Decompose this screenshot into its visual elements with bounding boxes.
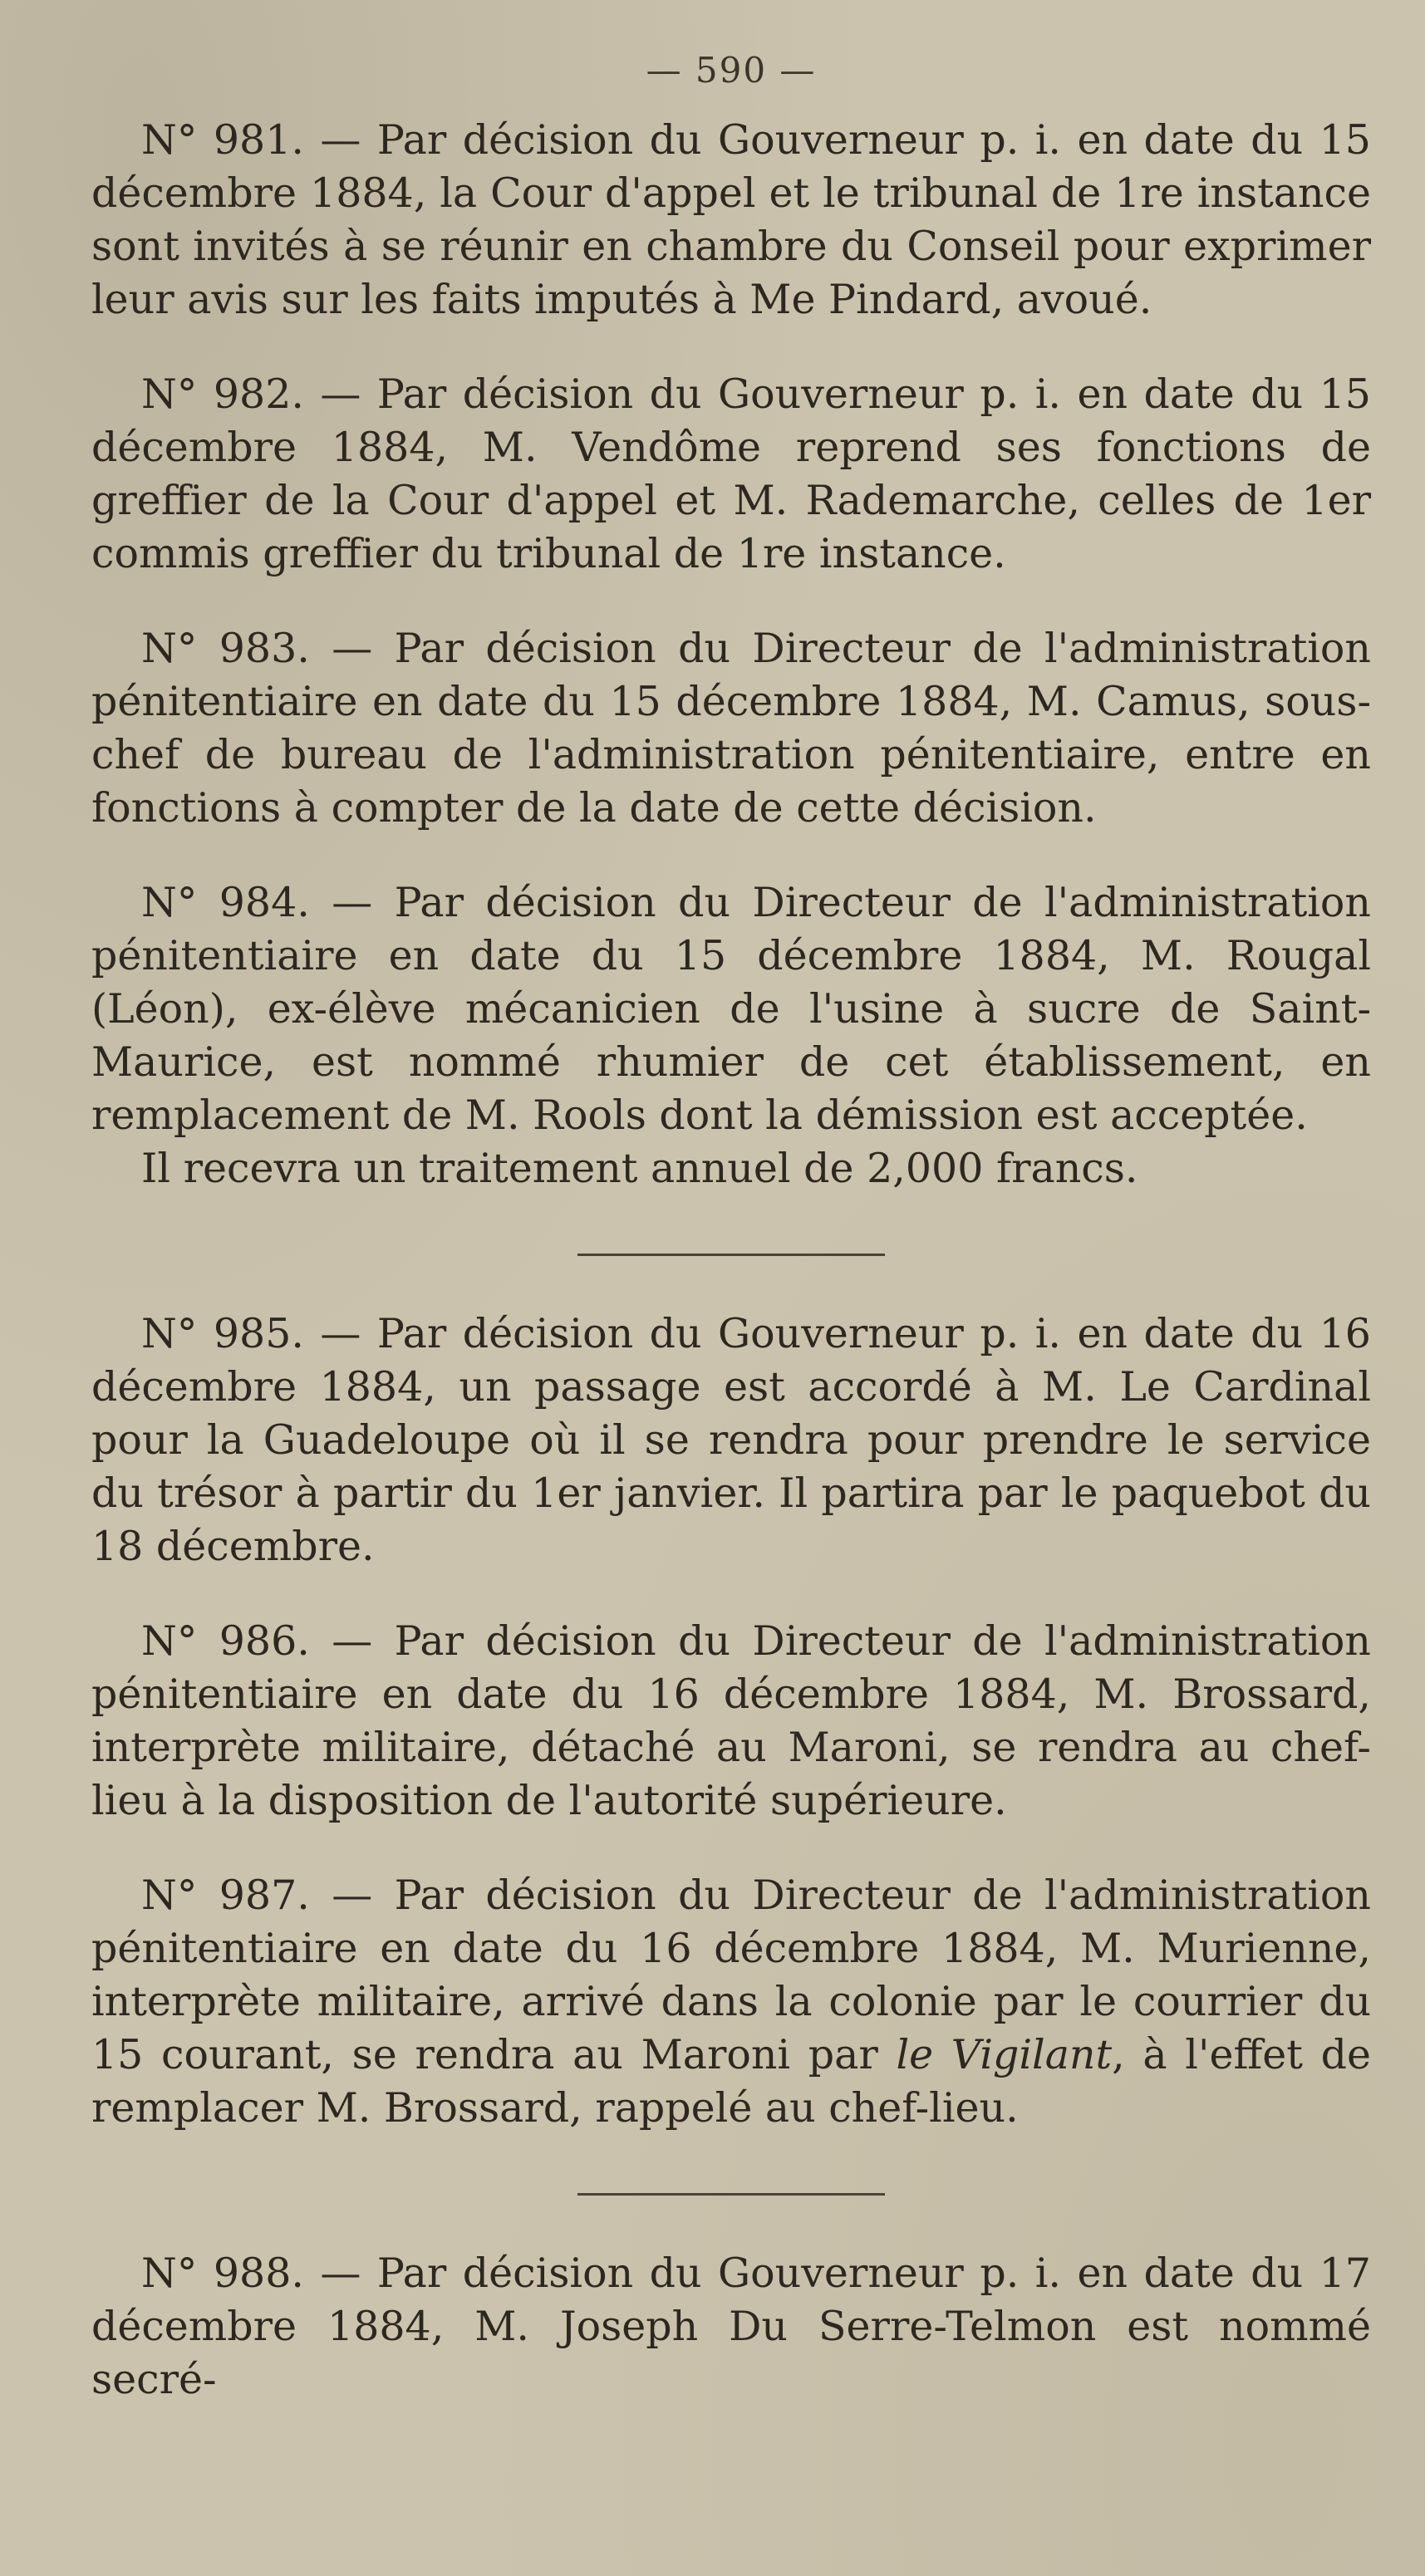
entry-text: — Par décision du Directeur de l'administration pénitentiaire en date du 16 décembre 1884, M. Brossard, interprète militaire, détaché au Maroni, se rendra au chef-lieu à la disposition de l'autorité supérieure. [91, 1617, 1371, 1824]
entry-985 [91, 1308, 1371, 1573]
entry-text: — Par décision du Gouverneur p. i. en date du 16 décembre 1884, un passage est accordé à M. Le Cardinal pour la Guadeloupe où il se rendra pour prendre le service du trésor à partir du 1er janvier. Il partira par le paquebot du 18 décembre. [91, 1310, 1371, 1570]
entry-981 [91, 114, 1371, 326]
document-page [91, 50, 1371, 2407]
entry-number: N° 982. [141, 370, 304, 418]
entry-983 [91, 622, 1371, 835]
ship-name: le Vigilant [896, 2031, 1113, 2078]
entry-number: N° 985. [141, 1310, 304, 1357]
entry-text: — Par décision du Directeur de l'administration pénitentiaire en date du 15 décembre 1884, M. Camus, sous-chef de bureau de l'administration pénitentiaire, entre en fonctions à compter de la date de cette décision. [91, 625, 1371, 832]
entry-text: — Par décision du Gouverneur p. i. en date du 17 décembre 1884, M. Joseph Du Serre-Telmon est nommé secré- [91, 2250, 1371, 2403]
entry-text: — Par décision du Directeur de l'administration pénitentiaire en date du 15 décembre 1884, M. Rougal (Léon), ex-élève mécanicien de l'usine à sucre de Saint-Maurice, est nommé rhumier de cet établissement, en remplacement de M. Rools dont la démission est acceptée. [91, 879, 1371, 1139]
entry-988 [91, 2247, 1371, 2407]
entry-number: N° 986. [141, 1617, 310, 1665]
entry-text-end: , à l'effet de remplacer M. Brossard, rappelé au chef-lieu. [91, 2031, 1371, 2132]
entry-number: N° 984. [141, 879, 310, 926]
entry-number: N° 987. [141, 1872, 310, 1919]
section-divider [577, 1254, 885, 1256]
page-number: — 590 — [646, 50, 817, 91]
section-divider [577, 2193, 885, 2196]
entry-984-continuation: Il recevra un traitement annuel de 2,000 francs. [141, 1145, 1138, 1192]
entry-text: — Par décision du Directeur de l'administration pénitentiaire en date du 16 décembre 1884, M. Murienne, interprète militaire, arrivé dans la colonie par le courrier du 15 courant, se rendra au Maroni par [91, 1872, 1371, 2078]
entry-text: — Par décision du Gouverneur p. i. en date du 15 décembre 1884, M. Vendôme reprend ses fonctions de greffier de la Cour d'appel et M. Rademarche, celles de 1er commis greffier du tribunal de 1re instance. [91, 370, 1371, 577]
entry-984 [91, 876, 1371, 1142]
entry-982 [91, 368, 1371, 581]
entry-number: N° 981. [141, 116, 304, 164]
entry-number: N° 988. [141, 2250, 304, 2297]
entry-986 [91, 1615, 1371, 1828]
entry-987 [91, 1869, 1371, 2135]
entry-text: — Par décision du Gouverneur p. i. en date du 15 décembre 1884, la Cour d'appel et le tribunal de 1re instance sont invités à se réunir en chambre du Conseil pour exprimer leur avis sur les faits imputés à Me Pindard, avoué. [91, 116, 1371, 323]
entry-number: N° 983. [141, 625, 310, 672]
